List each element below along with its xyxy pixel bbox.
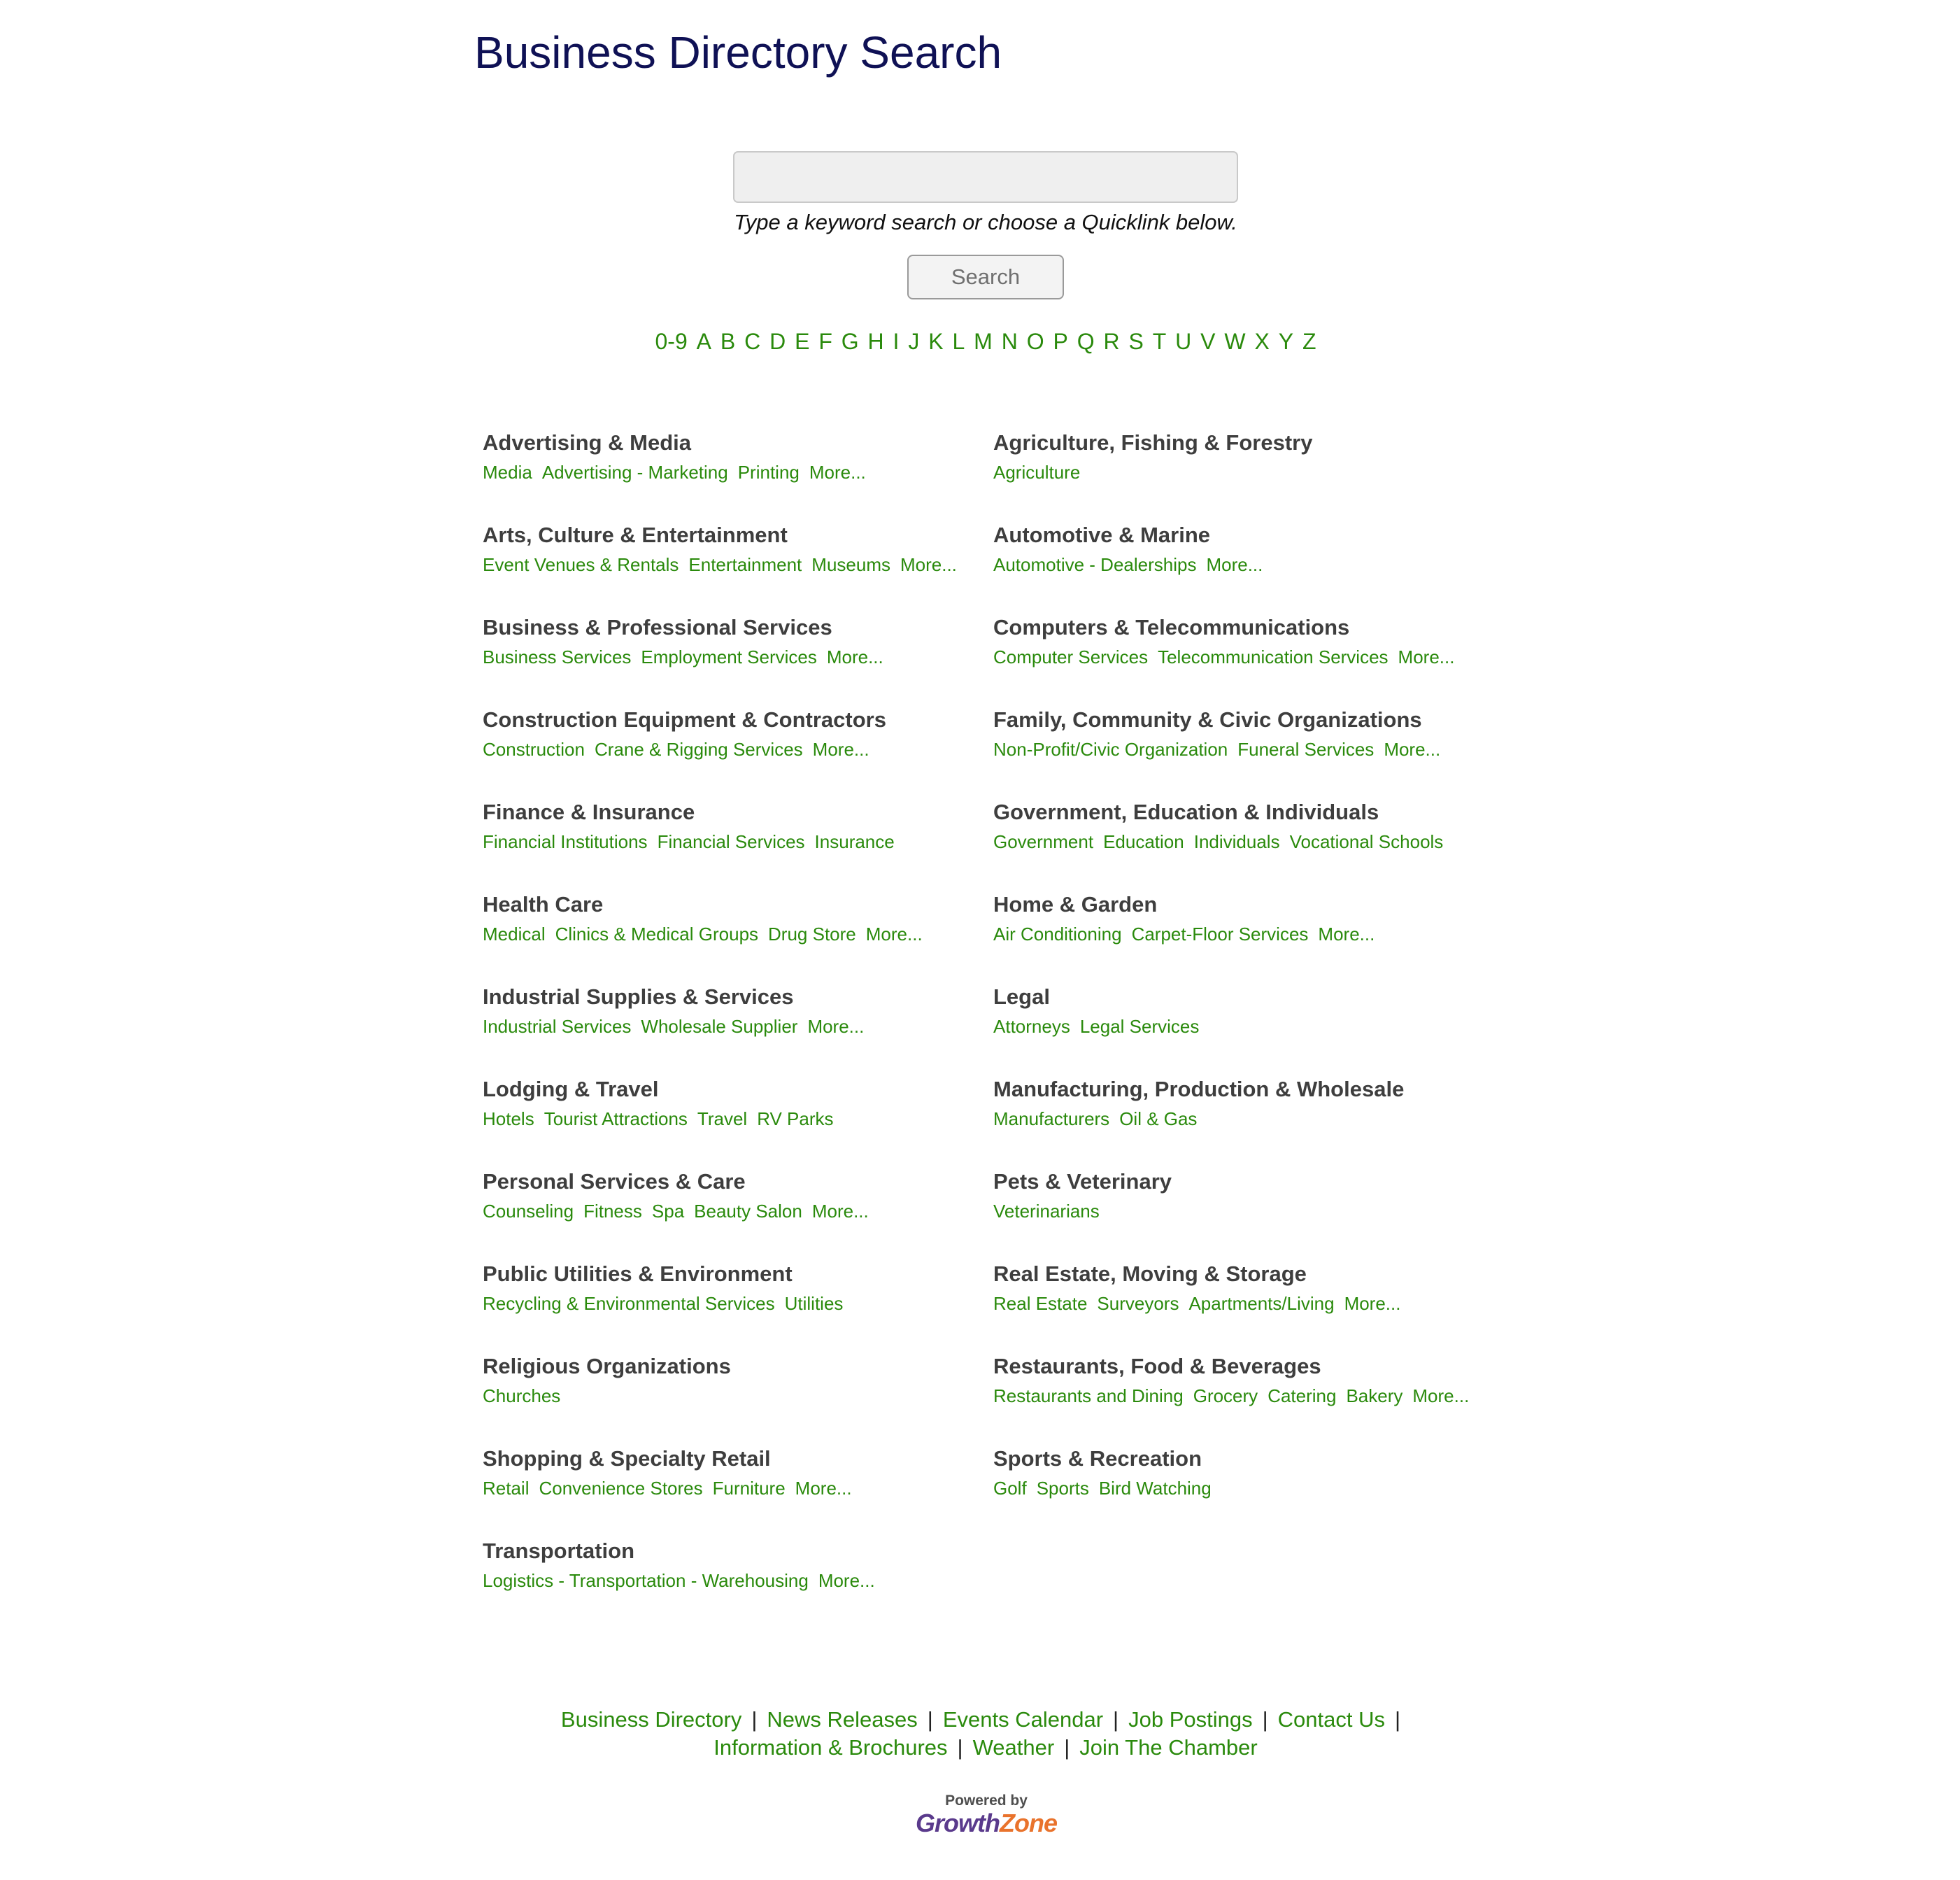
subcategory-link-retail[interactable]: Retail xyxy=(483,1478,530,1499)
subcategory-link-media[interactable]: Media xyxy=(483,462,532,483)
category-automotive-and-marine xyxy=(993,518,1504,610)
search-input[interactable] xyxy=(733,151,1238,203)
more-link[interactable]: More... xyxy=(900,554,957,575)
alpha-link-z[interactable]: Z xyxy=(1302,329,1316,354)
brand-part2: Zone xyxy=(999,1809,1057,1837)
more-link[interactable]: More... xyxy=(1318,924,1375,945)
footer-separator: | xyxy=(957,1735,963,1760)
category-title: Real Estate, Moving & Storage xyxy=(993,1261,1307,1286)
category-links xyxy=(993,462,1504,483)
category-title: Business & Professional Services xyxy=(483,615,832,639)
category-links xyxy=(993,1293,1504,1315)
category-links xyxy=(993,554,1504,576)
more-link[interactable]: More... xyxy=(1344,1293,1401,1314)
subcategory-link-veterinarians[interactable]: Veterinarians xyxy=(993,1201,1100,1222)
category-links xyxy=(993,1201,1504,1222)
subcategory-link-financial-services[interactable]: Financial Services xyxy=(657,831,805,852)
footer-link-news-releases[interactable]: News Releases xyxy=(767,1707,918,1732)
category-links xyxy=(993,646,1504,668)
category-links xyxy=(483,1016,993,1038)
category-real-estate-moving-and-storage xyxy=(993,1257,1504,1349)
more-link[interactable]: More... xyxy=(1206,554,1263,575)
subcategory-link-employment-services[interactable]: Employment Services xyxy=(641,646,817,667)
category-computers-and-telecommunications xyxy=(993,610,1504,702)
category-title: Advertising & Media xyxy=(483,430,691,455)
footer-link-information-and-brochures[interactable]: Information & Brochures xyxy=(713,1735,948,1760)
alpha-link-w[interactable]: W xyxy=(1224,329,1246,354)
footer-link-join-the-chamber[interactable]: Join The Chamber xyxy=(1079,1735,1258,1760)
alpha-link-j[interactable]: J xyxy=(908,329,920,354)
subcategory-link-insurance[interactable]: Insurance xyxy=(814,831,895,852)
category-links xyxy=(483,1293,993,1315)
category-links xyxy=(993,831,1504,853)
subcategory-link-drug-store[interactable]: Drug Store xyxy=(768,924,856,945)
category-lodging-and-travel xyxy=(483,1072,993,1164)
category-grid xyxy=(483,425,1518,1626)
subcategory-link-travel[interactable]: Travel xyxy=(697,1108,748,1129)
subcategory-link-surveyors[interactable]: Surveyors xyxy=(1097,1293,1179,1314)
category-advertising-and-media xyxy=(483,425,993,518)
subcategory-link-restaurants-and-dining[interactable]: Restaurants and Dining xyxy=(993,1385,1184,1406)
footer-link-business-directory[interactable]: Business Directory xyxy=(560,1707,742,1732)
category-title: Shopping & Specialty Retail xyxy=(483,1446,771,1471)
category-title: Industrial Supplies & Services xyxy=(483,984,794,1009)
category-links xyxy=(483,831,993,853)
subcategory-link-counseling[interactable]: Counseling xyxy=(483,1201,574,1222)
subcategory-link-entertainment[interactable]: Entertainment xyxy=(688,554,802,575)
category-title: Finance & Insurance xyxy=(483,800,695,824)
more-link[interactable]: More... xyxy=(865,924,923,945)
category-health-care xyxy=(483,887,993,980)
alpha-link-0-9[interactable]: 0-9 xyxy=(655,329,688,354)
alpha-link-d[interactable]: D xyxy=(769,329,786,354)
category-title: Computers & Telecommunications xyxy=(993,615,1350,639)
alpha-link-f[interactable]: F xyxy=(818,329,832,354)
category-title: Arts, Culture & Entertainment xyxy=(483,523,788,547)
more-link[interactable]: More... xyxy=(809,462,866,483)
footer-separator: | xyxy=(927,1707,933,1732)
alpha-link-l[interactable]: L xyxy=(952,329,965,354)
subcategory-link-carpet-floor-services[interactable]: Carpet-Floor Services xyxy=(1131,924,1309,945)
category-links xyxy=(483,1570,993,1592)
subcategory-link-bird-watching[interactable]: Bird Watching xyxy=(1098,1478,1212,1499)
search-hint: Type a keyword search or choose a Quicklink below. xyxy=(734,210,1237,234)
category-title: Restaurants, Food & Beverages xyxy=(993,1354,1321,1378)
alpha-link-g[interactable]: G xyxy=(841,329,859,354)
footer-nav xyxy=(0,1706,1960,1762)
category-home-and-garden xyxy=(993,887,1504,980)
subcategory-link-advertising-marketing[interactable]: Advertising - Marketing xyxy=(541,462,728,483)
category-pets-and-veterinary xyxy=(993,1164,1504,1257)
category-religious-organizations xyxy=(483,1349,993,1441)
page-title: Business Directory Search xyxy=(474,27,1002,78)
subcategory-link-grocery[interactable]: Grocery xyxy=(1193,1385,1258,1406)
subcategory-link-government[interactable]: Government xyxy=(993,831,1094,852)
alpha-link-c[interactable]: C xyxy=(744,329,761,354)
more-link[interactable]: More... xyxy=(1412,1385,1470,1406)
more-link[interactable]: More... xyxy=(818,1570,875,1591)
subcategory-link-tourist-attractions[interactable]: Tourist Attractions xyxy=(544,1108,688,1129)
category-public-utilities-and-environment xyxy=(483,1257,993,1349)
footer-separator: | xyxy=(1064,1735,1070,1760)
category-links xyxy=(993,1478,1504,1499)
subcategory-link-vocational-schools[interactable]: Vocational Schools xyxy=(1289,831,1444,852)
footer-link-job-postings[interactable]: Job Postings xyxy=(1128,1707,1253,1732)
alpha-link-v[interactable]: V xyxy=(1200,329,1216,354)
category-title: Religious Organizations xyxy=(483,1354,731,1378)
category-links xyxy=(483,1478,993,1499)
category-title: Pets & Veterinary xyxy=(993,1169,1172,1194)
category-title: Agriculture, Fishing & Forestry xyxy=(993,430,1313,455)
footer-link-weather[interactable]: Weather xyxy=(972,1735,1055,1760)
footer-nav-row xyxy=(0,1706,1960,1734)
category-business-and-professional-services xyxy=(483,610,993,702)
category-links xyxy=(993,1385,1504,1407)
subcategory-link-financial-institutions[interactable]: Financial Institutions xyxy=(483,831,648,852)
category-sports-and-recreation xyxy=(993,1441,1504,1534)
subcategory-link-automotive-dealerships[interactable]: Automotive - Dealerships xyxy=(993,554,1197,575)
subcategory-link-legal-services[interactable]: Legal Services xyxy=(1079,1016,1200,1037)
category-title: Government, Education & Individuals xyxy=(993,800,1379,824)
subcategory-link-education[interactable]: Education xyxy=(1103,831,1184,852)
subcategory-link-air-conditioning[interactable]: Air Conditioning xyxy=(993,924,1122,945)
alpha-link-x[interactable]: X xyxy=(1254,329,1270,354)
subcategory-link-wholesale-supplier[interactable]: Wholesale Supplier xyxy=(641,1016,798,1037)
category-personal-services-and-care xyxy=(483,1164,993,1257)
footer-separator: | xyxy=(1113,1707,1119,1732)
category-arts-culture-and-entertainment xyxy=(483,518,993,610)
subcategory-link-construction[interactable]: Construction xyxy=(483,739,585,760)
subcategory-link-museums[interactable]: Museums xyxy=(811,554,890,575)
category-links xyxy=(483,739,993,761)
alpha-link-k[interactable]: K xyxy=(928,329,944,354)
subcategory-link-hotels[interactable]: Hotels xyxy=(483,1108,534,1129)
category-links xyxy=(993,1016,1504,1038)
subcategory-link-manufacturers[interactable]: Manufacturers xyxy=(993,1108,1110,1129)
subcategory-link-non-profit-civic-organization[interactable]: Non-Profit/Civic Organization xyxy=(993,739,1228,760)
more-link[interactable]: More... xyxy=(807,1016,865,1037)
subcategory-link-funeral-services[interactable]: Funeral Services xyxy=(1237,739,1375,760)
category-manufacturing-production-and-wholesale xyxy=(993,1072,1504,1164)
category-links xyxy=(483,554,993,576)
category-links xyxy=(483,1385,993,1407)
category-title: Transportation xyxy=(483,1539,635,1563)
category-title: Automotive & Marine xyxy=(993,523,1211,547)
subcategory-link-medical[interactable]: Medical xyxy=(483,924,546,945)
category-links xyxy=(993,1108,1504,1130)
category-links xyxy=(993,739,1504,761)
alpha-link-u[interactable]: U xyxy=(1175,329,1192,354)
category-links xyxy=(483,646,993,668)
subcategory-link-fitness[interactable]: Fitness xyxy=(583,1201,642,1222)
alpha-link-m[interactable]: M xyxy=(974,329,993,354)
category-transportation xyxy=(483,1534,993,1626)
brand-part1: Growth xyxy=(916,1809,1000,1837)
subcategory-link-apartments-living[interactable]: Apartments/Living xyxy=(1188,1293,1335,1314)
more-link[interactable]: More... xyxy=(1384,739,1441,760)
more-link[interactable]: More... xyxy=(811,1201,869,1222)
subcategory-link-agriculture[interactable]: Agriculture xyxy=(993,462,1081,483)
more-link[interactable]: More... xyxy=(812,739,869,760)
alpha-link-r[interactable]: R xyxy=(1103,329,1120,354)
subcategory-link-computer-services[interactable]: Computer Services xyxy=(993,646,1149,667)
subcategory-link-industrial-services[interactable]: Industrial Services xyxy=(483,1016,632,1037)
powered-by-logo[interactable] xyxy=(909,1793,1063,1837)
category-title: Legal xyxy=(993,984,1050,1009)
category-title: Public Utilities & Environment xyxy=(483,1261,793,1286)
subcategory-link-business-services[interactable]: Business Services xyxy=(483,646,632,667)
alpha-link-t[interactable]: T xyxy=(1152,329,1167,354)
category-links xyxy=(483,1201,993,1222)
more-link[interactable]: More... xyxy=(795,1478,852,1499)
category-shopping-and-specialty-retail xyxy=(483,1441,993,1534)
subcategory-link-individuals[interactable]: Individuals xyxy=(1193,831,1280,852)
category-government-education-and-individuals xyxy=(993,795,1504,887)
alpha-link-p[interactable]: P xyxy=(1053,329,1068,354)
subcategory-link-rv-parks[interactable]: RV Parks xyxy=(757,1108,834,1129)
alpha-link-h[interactable]: H xyxy=(867,329,884,354)
category-title: Sports & Recreation xyxy=(993,1446,1202,1471)
powered-by-label: Powered by xyxy=(945,1793,1028,1809)
category-title: Lodging & Travel xyxy=(483,1077,659,1101)
subcategory-link-event-venues-and-rentals[interactable]: Event Venues & Rentals xyxy=(483,554,679,575)
alpha-link-s[interactable]: S xyxy=(1128,329,1144,354)
search-button[interactable]: Search xyxy=(907,255,1064,299)
subcategory-link-recycling-and-environmental-services[interactable]: Recycling & Environmental Services xyxy=(483,1293,775,1314)
category-legal xyxy=(993,980,1504,1072)
category-industrial-supplies-and-services xyxy=(483,980,993,1072)
alpha-link-e[interactable]: E xyxy=(795,329,810,354)
alpha-link-a[interactable]: A xyxy=(696,329,711,354)
category-links xyxy=(993,924,1504,945)
alpha-link-o[interactable]: O xyxy=(1026,329,1044,354)
footer-nav-row xyxy=(0,1734,1960,1762)
alpha-link-n[interactable]: N xyxy=(1001,329,1018,354)
category-links xyxy=(483,1108,993,1130)
subcategory-link-bakery[interactable]: Bakery xyxy=(1346,1385,1403,1406)
subcategory-link-printing[interactable]: Printing xyxy=(737,462,800,483)
subcategory-link-telecommunication-services[interactable]: Telecommunication Services xyxy=(1158,646,1389,667)
category-title: Personal Services & Care xyxy=(483,1169,746,1194)
category-title: Home & Garden xyxy=(993,892,1158,917)
subcategory-link-crane-and-rigging-services[interactable]: Crane & Rigging Services xyxy=(594,739,803,760)
category-title: Manufacturing, Production & Wholesale xyxy=(993,1077,1405,1101)
growthzone-logo xyxy=(909,1809,1063,1837)
subcategory-link-convenience-stores[interactable]: Convenience Stores xyxy=(539,1478,703,1499)
category-links xyxy=(483,924,993,945)
footer-separator: | xyxy=(1395,1707,1401,1732)
category-finance-and-insurance xyxy=(483,795,993,887)
category-construction-equipment-and-contractors xyxy=(483,702,993,795)
category-agriculture-fishing-and-forestry xyxy=(993,425,1504,518)
footer-link-events-calendar[interactable]: Events Calendar xyxy=(942,1707,1104,1732)
subcategory-link-catering[interactable]: Catering xyxy=(1267,1385,1337,1406)
subcategory-link-churches[interactable]: Churches xyxy=(483,1385,561,1406)
category-title: Family, Community & Civic Organizations xyxy=(993,707,1422,732)
alpha-link-i[interactable]: I xyxy=(893,329,900,354)
category-restaurants-food-and-beverages xyxy=(993,1349,1504,1441)
category-family-community-and-civic-organizations xyxy=(993,702,1504,795)
alpha-link-b[interactable]: B xyxy=(720,329,736,354)
subcategory-link-utilities[interactable]: Utilities xyxy=(784,1293,844,1314)
subcategory-link-spa[interactable]: Spa xyxy=(651,1201,685,1222)
more-link[interactable]: More... xyxy=(826,646,883,667)
subcategory-link-clinics-and-medical-groups[interactable]: Clinics & Medical Groups xyxy=(555,924,759,945)
subcategory-link-beauty-salon[interactable]: Beauty Salon xyxy=(694,1201,802,1222)
category-title: Construction Equipment & Contractors xyxy=(483,707,886,732)
subcategory-link-oil-and-gas[interactable]: Oil & Gas xyxy=(1119,1108,1198,1129)
category-title: Health Care xyxy=(483,892,604,917)
subcategory-link-logistics-transportation-warehousing[interactable]: Logistics - Transportation - Warehousing xyxy=(483,1570,809,1591)
subcategory-link-attorneys[interactable]: Attorneys xyxy=(993,1016,1070,1037)
alpha-link-q[interactable]: Q xyxy=(1077,329,1095,354)
category-links xyxy=(483,462,993,483)
footer-separator: | xyxy=(751,1707,758,1732)
subcategory-link-real-estate[interactable]: Real Estate xyxy=(993,1293,1088,1314)
alpha-link-y[interactable]: Y xyxy=(1278,329,1294,354)
footer-separator: | xyxy=(1262,1707,1268,1732)
more-link[interactable]: More... xyxy=(1398,646,1455,667)
alphabet-quicklinks xyxy=(0,329,1960,355)
subcategory-link-sports[interactable]: Sports xyxy=(1036,1478,1089,1499)
footer-link-contact-us[interactable]: Contact Us xyxy=(1277,1707,1385,1732)
subcategory-link-golf[interactable]: Golf xyxy=(993,1478,1027,1499)
subcategory-link-furniture[interactable]: Furniture xyxy=(712,1478,786,1499)
